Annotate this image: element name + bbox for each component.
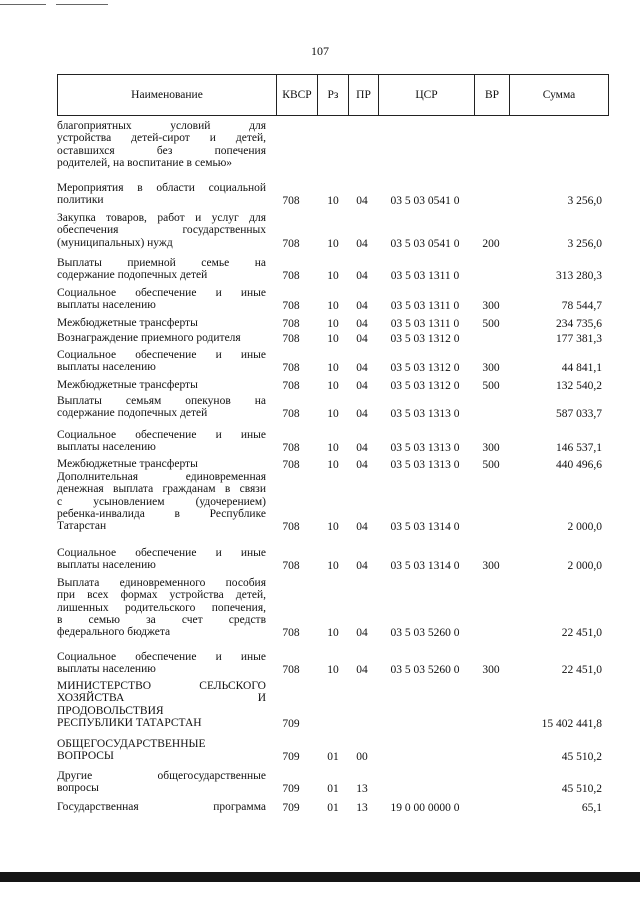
cell-rz: 10 xyxy=(327,521,339,534)
cell-rz: 10 xyxy=(327,380,339,392)
row-name-line: Социальное обеспечение и иные xyxy=(57,547,266,559)
cell-rz: 01 xyxy=(327,783,339,796)
row-name-line: Выплата единовременного пособия xyxy=(57,577,266,589)
row-name-line: Социальное обеспечение и иные xyxy=(57,651,266,663)
row-name-line: ПРОДОВОЛЬСТВИЯ xyxy=(57,704,164,717)
row-name-line: в семью за счет средств xyxy=(57,613,266,626)
cell-csr: 03 5 03 5260 0 xyxy=(390,627,460,640)
cell-csr: 03 5 03 1312 0 xyxy=(390,333,460,345)
cell-pr: 04 xyxy=(356,380,368,392)
cell-rz: 10 xyxy=(327,318,339,330)
cell-kvsr: 708 xyxy=(282,408,300,421)
cell-pr: 04 xyxy=(356,664,368,677)
cell-kvsr: 708 xyxy=(282,459,300,471)
header-csr: ЦСР xyxy=(415,89,438,101)
cell-csr: 03 5 03 1313 0 xyxy=(390,442,460,455)
cell-csr: 03 5 03 1311 0 xyxy=(390,318,460,330)
cell-kvsr: 708 xyxy=(282,627,300,640)
cell-csr: 03 5 03 0541 0 xyxy=(390,237,460,250)
row-name-line: Государственная программа xyxy=(57,801,266,813)
row-name-line: благоприятных условий для xyxy=(57,120,266,132)
header-rz: Рз xyxy=(327,89,339,101)
cell-kvsr: 708 xyxy=(282,521,300,534)
row-name-line: содержание подопечных детей xyxy=(57,269,208,282)
cell-sum: 22 451,0 xyxy=(561,627,602,640)
row-name-line: с усыновлением (удочерением) xyxy=(57,495,266,508)
row-name-line: ОБЩЕГОСУДАРСТВЕННЫЕ xyxy=(57,738,206,750)
cell-sum: 3 256,0 xyxy=(567,195,602,208)
cell-vr: 500 xyxy=(482,380,500,392)
cell-rz: 10 xyxy=(327,442,339,455)
row-name-line: ВОПРОСЫ xyxy=(57,750,114,763)
header-kvsr: КВСР xyxy=(282,89,312,101)
cell-kvsr: 709 xyxy=(282,802,300,814)
cell-csr: 03 5 03 1314 0 xyxy=(390,521,460,534)
row-name-line: Межбюджетные трансферты xyxy=(57,317,198,329)
cell-pr: 04 xyxy=(356,333,368,345)
row-name-line: федерального бюджета xyxy=(57,626,171,639)
cell-rz: 01 xyxy=(327,751,339,764)
page-number: 107 xyxy=(311,44,329,58)
cell-sum: 45 510,2 xyxy=(561,783,602,796)
row-name-line: Закупка товаров, работ и услуг для xyxy=(57,212,266,224)
cell-vr: 300 xyxy=(482,664,500,677)
cell-vr: 300 xyxy=(482,300,500,313)
cell-rz: 10 xyxy=(327,664,339,677)
cell-sum: 132 540,2 xyxy=(556,380,602,392)
cell-pr: 04 xyxy=(356,318,368,330)
cell-kvsr: 708 xyxy=(282,442,300,455)
header-pr: ПР xyxy=(356,89,371,101)
row-name-line: выплаты населению xyxy=(57,559,156,572)
row-name-line: при всех формах устройства детей, xyxy=(57,589,266,602)
cell-csr: 03 5 03 1314 0 xyxy=(390,560,460,573)
cell-kvsr: 709 xyxy=(282,783,300,796)
scan-bottom-bar xyxy=(0,872,640,882)
cell-pr: 04 xyxy=(356,408,368,421)
row-name-line: Другие общегосударственные xyxy=(57,770,266,782)
cell-vr: 500 xyxy=(482,459,500,471)
row-name-line: ребенка-инвалида в Республике xyxy=(57,507,266,520)
cell-rz: 10 xyxy=(327,195,339,208)
cell-kvsr: 708 xyxy=(282,237,300,250)
cell-kvsr: 708 xyxy=(282,560,300,573)
cell-pr: 04 xyxy=(356,521,368,534)
row-name-line: МИНИСТЕРСТВО СЕЛЬСКОГО xyxy=(57,680,266,692)
cell-rz: 10 xyxy=(327,408,339,421)
cell-sum: 146 537,1 xyxy=(556,442,602,455)
cell-csr: 03 5 03 1313 0 xyxy=(390,408,460,421)
row-name-line: обеспечения государственных xyxy=(57,224,266,237)
row-name-line: устройства детей-сирот и детей, xyxy=(57,132,266,145)
cell-pr: 04 xyxy=(356,237,368,250)
row-name-line: Вознаграждение приемного родителя xyxy=(57,332,241,344)
cell-rz: 10 xyxy=(327,560,339,573)
cell-kvsr: 708 xyxy=(282,195,300,208)
row-name-line: содержание подопечных детей xyxy=(57,407,208,420)
cell-kvsr: 708 xyxy=(282,333,300,345)
cell-sum: 2 000,0 xyxy=(567,560,602,573)
row-name-line: лишенных родительского попечения, xyxy=(57,601,266,614)
row-name-line: Социальное обеспечение и иные xyxy=(57,287,266,299)
header-vr: ВР xyxy=(484,89,500,101)
cell-sum: 177 381,3 xyxy=(556,333,602,345)
header-sum: Сумма xyxy=(542,89,576,101)
cell-vr: 200 xyxy=(482,237,500,250)
cell-rz: 10 xyxy=(327,270,339,283)
cell-vr: 300 xyxy=(482,442,500,455)
cell-pr: 13 xyxy=(356,802,368,814)
cell-kvsr: 708 xyxy=(282,380,300,392)
cell-kvsr: 708 xyxy=(282,270,300,283)
row-name-line: Выплаты приемной семье на xyxy=(57,257,266,269)
cell-csr: 03 5 03 1312 0 xyxy=(390,362,460,375)
cell-pr: 04 xyxy=(356,270,368,283)
cell-rz: 10 xyxy=(327,627,339,640)
cell-rz: 10 xyxy=(327,300,339,313)
cell-sum: 2 000,0 xyxy=(567,521,602,534)
cell-vr: 300 xyxy=(482,560,500,573)
cell-pr: 00 xyxy=(356,751,368,764)
cell-sum: 44 841,1 xyxy=(561,362,602,375)
cell-pr: 13 xyxy=(356,783,368,796)
row-name-line: Дополнительная единовременная xyxy=(57,471,266,483)
cell-vr: 300 xyxy=(482,362,500,375)
row-name-line: оставшихся без попечения xyxy=(57,144,266,157)
row-name-line: Социальное обеспечение и иные xyxy=(57,429,266,441)
scan-artifact-line xyxy=(0,4,46,5)
cell-kvsr: 708 xyxy=(282,664,300,677)
cell-pr: 04 xyxy=(356,300,368,313)
cell-kvsr: 709 xyxy=(282,717,300,730)
cell-csr: 03 5 03 1311 0 xyxy=(390,300,460,313)
cell-pr: 04 xyxy=(356,362,368,375)
cell-kvsr: 708 xyxy=(282,318,300,330)
cell-csr: 19 0 00 0000 0 xyxy=(390,802,460,814)
cell-sum: 78 544,7 xyxy=(561,300,602,313)
cell-rz: 10 xyxy=(327,237,339,250)
table-header xyxy=(57,74,609,116)
cell-csr: 03 5 03 0541 0 xyxy=(390,195,460,208)
cell-sum: 313 280,3 xyxy=(556,270,602,283)
header-name: Наименование xyxy=(131,89,203,101)
row-name-line: выплаты населению xyxy=(57,361,156,374)
cell-kvsr: 709 xyxy=(282,751,300,764)
cell-sum: 587 033,7 xyxy=(556,408,602,421)
cell-rz: 10 xyxy=(327,333,339,345)
row-name-line: Татарстан xyxy=(57,520,107,533)
row-name-line: ХОЗЯЙСТВА И xyxy=(57,692,266,705)
row-name-line: Социальное обеспечение и иные xyxy=(57,349,266,361)
cell-rz: 01 xyxy=(327,802,339,814)
cell-csr: 03 5 03 5260 0 xyxy=(390,664,460,677)
row-name-line: Мероприятия в области социальной xyxy=(57,182,266,194)
cell-vr: 500 xyxy=(482,318,500,330)
cell-sum: 45 510,2 xyxy=(561,751,602,764)
cell-csr: 03 5 03 1312 0 xyxy=(390,380,460,392)
cell-sum: 65,1 xyxy=(581,802,602,814)
cell-csr: 03 5 03 1313 0 xyxy=(390,459,460,471)
row-name-line: выплаты населению xyxy=(57,441,156,454)
row-name-line: родителей, на воспитание в семью» xyxy=(57,156,233,169)
cell-pr: 04 xyxy=(356,195,368,208)
cell-pr: 04 xyxy=(356,459,368,471)
cell-sum: 234 735,6 xyxy=(556,318,602,330)
row-name-line: (муниципальных) нужд xyxy=(57,236,173,249)
cell-pr: 04 xyxy=(356,560,368,573)
row-name-line: Межбюджетные трансферты xyxy=(57,458,198,470)
cell-kvsr: 708 xyxy=(282,300,300,313)
row-name-line: выплаты населению xyxy=(57,299,156,312)
cell-pr: 04 xyxy=(356,442,368,455)
cell-kvsr: 708 xyxy=(282,362,300,375)
cell-sum: 15 402 441,8 xyxy=(541,717,602,730)
row-name-line: денежная выплата гражданам в связи xyxy=(57,483,266,496)
cell-sum: 22 451,0 xyxy=(561,664,602,677)
cell-sum: 440 496,6 xyxy=(556,459,602,471)
cell-rz: 10 xyxy=(327,362,339,375)
row-name-line: РЕСПУБЛИКИ ТАТАРСТАН xyxy=(57,716,202,729)
cell-sum: 3 256,0 xyxy=(567,237,602,250)
row-name-line: вопросы xyxy=(57,782,99,795)
row-name-line: выплаты населению xyxy=(57,663,156,676)
scan-artifact-line xyxy=(56,4,108,5)
cell-csr: 03 5 03 1311 0 xyxy=(390,270,460,283)
row-name-line: Выплаты семьям опекунов на xyxy=(57,395,266,407)
cell-pr: 04 xyxy=(356,627,368,640)
cell-rz: 10 xyxy=(327,459,339,471)
row-name-line: политики xyxy=(57,194,104,207)
row-name-line: Межбюджетные трансферты xyxy=(57,379,198,391)
